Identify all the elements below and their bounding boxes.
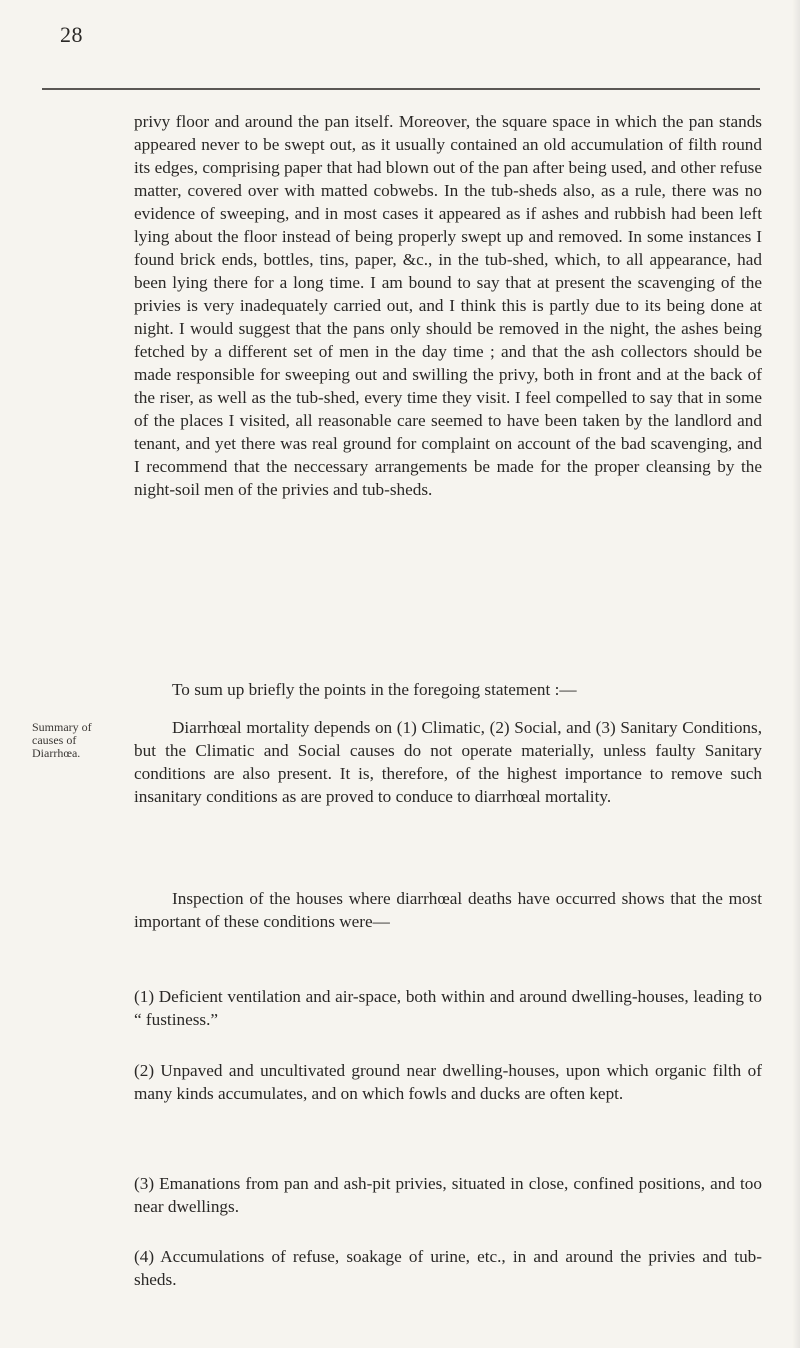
paragraph-privy-floor <box>134 110 762 501</box>
list-item-text: (2) Unpaved and uncultivated ground near dwelling-houses, upon which organic filth of many kinds accumulates, and on which fowls and ducks are often kept. <box>134 1061 762 1103</box>
paragraph-sum-up <box>134 678 762 701</box>
paragraph-diarrhoeal-mortality <box>134 716 762 808</box>
list-item-emanations <box>134 1172 762 1218</box>
paragraph-text: privy floor and around the pan itself. Moreover, the square space in which the pan stands appeared never to be swept out, as it usually contained an old accumulation of filth round its edges, comprising paper that had blown out of the pan after being used, and other refuse matter, covered over with matted cobwebs. In the tub-sheds also, as a rule, there was no evidence of sweeping, and in most cases it appeared as if ashes and rubbish had been left lying about the floor instead of being properly swept up and removed. In some instances I found brick ends, bottles, tins, paper, &c., in the tub-shed, which, to all appearance, had been lying there for a long time. I am bound to say that at present the scavenging of the privies is very inadequately carried out, and I think this is partly due to its being done at night. I would suggest that the pans only should be removed in the night, the ashes being fetched by a different set of men in the day time ; and that the ash collectors should be made responsible for sweeping out and swilling the privy, both in front and at the back of the riser, as well as the tub-shed, every time they visit. I feel compelled to say that in some of the places I visited, all reasonable care seemed to have been taken by the landlord and tenant, and yet there was real ground for complaint on account of the bad scavenging, and I recommend that the neccessary arrangements be made for the proper cleansing by the night-soil men of the privies and tub-sheds. <box>134 112 762 499</box>
list-item-refuse <box>134 1245 762 1291</box>
list-item-ventilation <box>134 985 762 1031</box>
paragraph-text: Inspection of the houses where diarrhœal deaths have occurred shows that the most important of these conditions were— <box>134 889 762 931</box>
list-item-unpaved-ground <box>134 1059 762 1105</box>
paragraph-text: Diarrhœal mortality depends on (1) Climatic, (2) Social, and (3) Sanitary Conditions, but the Climatic and Social causes do not operate materially, unless faulty Sanitary conditions are also present. It is, therefore, of the highest importance to remove such insanitary conditions as are proved to conduce to diarrhœal mortality. <box>134 718 762 806</box>
paragraph-text: To sum up briefly the points in the foregoing statement :— <box>172 680 577 699</box>
page-edge-shadow <box>792 0 800 1348</box>
list-item-text: (4) Accumulations of refuse, soakage of urine, etc., in and around the privies and tub-sheds. <box>134 1247 762 1289</box>
page-number: 28 <box>60 22 83 47</box>
header-rule <box>42 88 760 90</box>
paragraph-inspection <box>134 887 762 933</box>
margin-note: Summary of causes of Diarrhœa. <box>32 720 92 760</box>
list-item-text: (3) Emanations from pan and ash-pit privies, situated in close, confined positions, and too near dwellings. <box>134 1174 762 1216</box>
list-item-text: (1) Deficient ventilation and air-space, both within and around dwelling-houses, leading to “ fustiness.” <box>134 987 762 1029</box>
